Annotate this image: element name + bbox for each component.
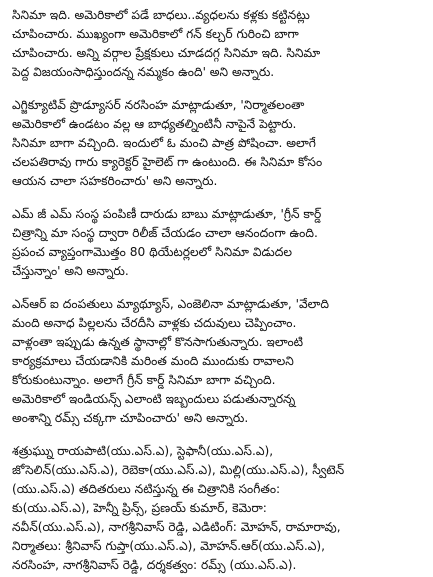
paragraph-executive-producer-quote <box>12 96 427 191</box>
text-line: నిర్మాతలు: శ్రీనివాస్ గుప్తా(యు.ఎస్.ఎ), మోహన్.ఆర్(యు.ఎస్.ఎ), <box>12 539 326 553</box>
paragraph-nri-couple-quote <box>12 295 427 428</box>
text-line: కు(యు.ఎస్.ఎ), హెన్నీ ప్రిన్స్, ప్రణయ్ కుమార్, కెమెరా: <box>12 501 267 515</box>
text-line: ఎగ్జిక్యూటివ్ ప్రొడ్యూసర్ నరసింహ మాట్లాడుతూ, 'నిర్మాతలంతా <box>12 98 305 112</box>
text-line: సినిమా బాగా వచ్చింది. ఇందులో ఓ మంచి పాత్ర పోషించా. అలాగే <box>12 136 316 150</box>
text-line: కోరుకుంటున్నాం. అలాగే గ్రీన్ కార్డ్ సినిమా బాగా వచ్చింది. <box>12 373 276 387</box>
paragraph-distributor-quote <box>12 205 427 281</box>
text-line: కార్యక్రమాలు చేయడానికి మరింత మంది ముందుకు రావాలని <box>12 354 294 368</box>
text-line: పెద్ద విజయంసాధిస్తుందన్న నమ్మకం ఉంది' అని అన్నారు. <box>12 65 275 79</box>
text-line: జోసెలిన్(యు.ఎస్.ఎ), రెబెకా(యు.ఎస్.ఎ), మిల్లి(యు.ఎస్.ఎ), స్వీటెన్ <box>12 463 345 477</box>
text-line: చిత్రాన్ని మా సంస్థ ద్వారా రిలీజ్ చేయడం చాలా ఆనందంగా ఉంది. <box>12 226 318 240</box>
text-line: అంశాన్ని రమ్స్ చక్కగా చూపించారు' అని అన్నారు. <box>12 411 249 425</box>
text-line: మంది అనాధ పిల్లలను చేరదీసి వాళ్లకు చదువులు చెప్పించాం. <box>12 316 297 330</box>
text-line: వాళ్లంతా ఇప్పుడు ఉన్నత స్థానాల్లో కొనసాగుతున్నారు. ఇలాంటి <box>12 335 304 349</box>
text-line: అమెరికాలో ఉండటం వల్ల ఆ బాధ్యతల్నింటినీ నాపైనే పెట్టారు. <box>12 117 297 131</box>
text-line: అమెరికాలో ఇండియన్స్ ఎలాంటి ఇబ్బందులు పడుతున్నారన్న <box>12 392 296 406</box>
text-line: నవీన్(యు.ఎస్.ఎ), నాగశ్రీనివాస్ రెడ్డి, ఎడిటింగ్: మోహన్, రామారావు, <box>12 520 341 534</box>
text-line: ఎమ్ జీ ఎమ్ సంస్థ పంపిణీ దారుడు బాబు మాట్లాడుతూ, 'గ్రీన్ కార్డ్ <box>12 207 322 221</box>
text-line: చూపించారు. అన్ని వర్గాల ప్రేక్షకులు చూడదగ్గ సినిమా ఇది. సినిమా <box>12 46 321 60</box>
text-line: నరసింహ, నాగశ్రీనివాస్ రెడ్డి, దర్శకత్వం: రమ్స్ (యు.ఎస్.ఎ). <box>12 558 297 572</box>
paragraph-cast-and-crew <box>12 442 427 575</box>
paragraph-director-quote <box>12 6 427 82</box>
text-line: ఆయన చాలా సహకరించారు' అని అన్నారు. <box>12 174 218 188</box>
text-line: చూపించారు. ముఖ్యంగా అమెరికాలో గన్ కల్చర్ గురించి బాగా <box>12 27 299 41</box>
text-line: శత్రుఘ్ను రాయపాటి(యు.ఎస్.ఎ), స్టెఫానీ(యు.ఎస్.ఎ), <box>12 444 274 458</box>
text-line: ప్రపంచ వ్యాప్తంగామొత్తం 80 థియేటర్లలలో సినిమా విడుదల <box>12 245 293 259</box>
text-line: చేస్తున్నాం' అని అన్నారు. <box>12 264 129 278</box>
text-line: ఎన్ఆర్ ఐ దంపతులు మ్యాథ్యూస్, ఎంజెలినా మాట్లాడుతూ, 'వేలాది <box>12 297 330 311</box>
text-line: చలపతిరావు గారు క్యారెక్టర్ హైలెట్ గా ఉంటుంది. ఈ సినిమా కోసం <box>12 155 323 169</box>
text-line: (యు.ఎస్.ఎ) తదితరులు నటిస్తున్న ఈ చిత్రానికి సంగీతం: <box>12 482 281 496</box>
text-line: సినిమా ఇది. అమెరికాలో పడే బాధలు..వ్యధలను కళ్లకు కట్టినట్లు <box>12 8 310 22</box>
